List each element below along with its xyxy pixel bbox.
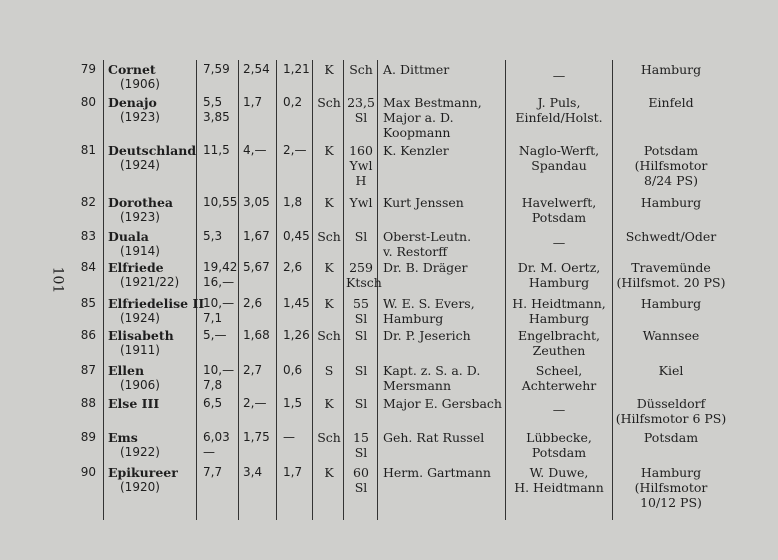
length-value: 7,59 bbox=[203, 62, 230, 76]
home-port: Wannsee bbox=[642, 328, 700, 343]
rig-type: 55 Sl bbox=[353, 296, 369, 326]
vessel-name bbox=[108, 260, 179, 290]
rig-type: Sl bbox=[354, 229, 368, 244]
table-row bbox=[0, 328, 778, 364]
rig-type: Sch bbox=[349, 62, 373, 77]
rig-type: 160 Ywl H bbox=[349, 143, 373, 188]
draft-value: 1,21 bbox=[283, 62, 310, 76]
rig-type: Sl bbox=[354, 396, 368, 411]
owner: Oberst-Leutn. v. Restorff bbox=[383, 229, 472, 259]
vessel-name bbox=[108, 430, 160, 460]
beam-value: 4,— bbox=[243, 143, 267, 157]
hull-material: S bbox=[324, 363, 334, 378]
hull-material: Sch bbox=[317, 328, 341, 343]
draft-value: 1,8 bbox=[283, 195, 303, 209]
vessel-name bbox=[108, 296, 204, 326]
length-value: 10,55 bbox=[203, 195, 238, 209]
vessel-name bbox=[108, 195, 173, 225]
builder: Dr. M. Oertz, Hamburg bbox=[517, 260, 601, 290]
vessel-name-text: Cornet bbox=[108, 62, 156, 77]
builder: Scheel, Achterwehr bbox=[521, 363, 597, 393]
draft-value: 2,6 bbox=[283, 260, 303, 274]
table-row bbox=[0, 260, 778, 296]
vessel-name bbox=[108, 465, 178, 495]
beam-value: 2,7 bbox=[243, 363, 263, 377]
build-year: (1923) bbox=[120, 110, 160, 124]
builder: — bbox=[552, 235, 566, 250]
draft-value: 1,26 bbox=[283, 328, 310, 342]
build-year: (1921/22) bbox=[120, 275, 180, 289]
draft-value: 1,45 bbox=[283, 296, 310, 310]
home-port: Hamburg bbox=[640, 62, 702, 77]
hull-material: Sch bbox=[317, 430, 341, 445]
vessel-name-text: Duala bbox=[108, 229, 149, 244]
vessel-name bbox=[108, 62, 160, 92]
beam-value: 1,75 bbox=[243, 430, 270, 444]
beam-value: 2,— bbox=[243, 396, 267, 410]
owner: Herm. Gartmann bbox=[383, 465, 491, 480]
draft-value: — bbox=[283, 430, 295, 444]
draft-value: 1,5 bbox=[283, 396, 303, 410]
builder: — bbox=[552, 402, 566, 417]
beam-value: 2,54 bbox=[243, 62, 270, 76]
draft-value: 0,45 bbox=[283, 229, 310, 243]
owner: Max Bestmann, Major a. D. Koopmann bbox=[383, 95, 482, 140]
builder: Havelwerft, Potsdam bbox=[521, 195, 597, 225]
vessel-name-text: Epikureer bbox=[108, 465, 178, 480]
length-value: 5,— bbox=[203, 328, 227, 342]
home-port: Düsseldorf (Hilfsmotor 6 PS) bbox=[615, 396, 727, 426]
hull-material: Sch bbox=[317, 95, 341, 110]
row-number: 83 bbox=[80, 229, 96, 243]
vessel-name-text: Deutschland bbox=[108, 143, 197, 158]
hull-material: K bbox=[324, 260, 334, 275]
rig-type: Sl bbox=[354, 363, 368, 378]
home-port: Travemünde (Hilfsmot. 20 PS) bbox=[616, 260, 726, 290]
length-value: 6,5 bbox=[203, 396, 223, 410]
table-row bbox=[0, 396, 778, 432]
hull-material: Sch bbox=[317, 229, 341, 244]
length-value: 7,7 bbox=[203, 465, 223, 479]
vessel-name-text: Denajo bbox=[108, 95, 157, 110]
row-number: 81 bbox=[80, 143, 96, 157]
hull-material: K bbox=[324, 465, 334, 480]
vessel-name-text: Ellen bbox=[108, 363, 145, 378]
build-year: (1920) bbox=[120, 480, 160, 494]
owner: Kurt Jenssen bbox=[383, 195, 464, 210]
builder: Lübbecke, Potsdam bbox=[526, 430, 592, 460]
owner: A. Dittmer bbox=[383, 62, 450, 77]
build-year: (1923) bbox=[120, 210, 160, 224]
build-year: (1924) bbox=[120, 311, 160, 325]
hull-material: K bbox=[324, 62, 334, 77]
build-year: (1914) bbox=[120, 244, 160, 258]
owner: Dr. P. Jeserich bbox=[383, 328, 471, 343]
build-year: (1906) bbox=[120, 378, 160, 392]
hull-material: K bbox=[324, 195, 334, 210]
table-row bbox=[0, 430, 778, 466]
home-port: Hamburg (Hilfsmotor 10/12 PS) bbox=[634, 465, 708, 510]
row-number: 88 bbox=[80, 396, 96, 410]
vessel-name bbox=[108, 328, 174, 358]
vessel-name bbox=[108, 229, 160, 259]
row-number: 89 bbox=[80, 430, 96, 444]
owner: Major E. Gersbach bbox=[383, 396, 502, 411]
vessel-name-text: Dorothea bbox=[108, 195, 174, 210]
draft-value: 1,7 bbox=[283, 465, 303, 479]
builder: H. Heidtmann, Hamburg bbox=[512, 296, 606, 326]
hull-material: K bbox=[324, 143, 334, 158]
hull-material: K bbox=[324, 296, 334, 311]
beam-value: 2,6 bbox=[243, 296, 263, 310]
row-number: 80 bbox=[80, 95, 96, 109]
vessel-name-text: Elfriedelise II bbox=[108, 296, 205, 311]
table-row bbox=[0, 143, 778, 188]
vessel-name bbox=[108, 396, 159, 411]
builder: W. Duwe, H. Heidtmann bbox=[514, 465, 604, 495]
rig-type: 60 Sl bbox=[353, 465, 369, 495]
home-port: Einfeld bbox=[648, 95, 694, 110]
table-row bbox=[0, 465, 778, 510]
vessel-name-text: Ems bbox=[108, 430, 138, 445]
beam-value: 3,05 bbox=[243, 195, 270, 209]
vessel-name bbox=[108, 95, 160, 125]
hull-material: K bbox=[324, 396, 334, 411]
home-port: Kiel bbox=[658, 363, 684, 378]
vessel-name bbox=[108, 363, 160, 393]
row-number: 86 bbox=[80, 328, 96, 342]
owner: K. Kenzler bbox=[383, 143, 449, 158]
rig-type: 15 Sl bbox=[353, 430, 369, 460]
table-row bbox=[0, 62, 778, 98]
rig-type: 23,5 Sl bbox=[347, 95, 375, 125]
builder: Naglo-Werft, Spandau bbox=[518, 143, 600, 173]
table-row bbox=[0, 195, 778, 231]
row-number: 87 bbox=[80, 363, 96, 377]
home-port: Potsdam bbox=[643, 430, 699, 445]
home-port: Schwedt/Oder bbox=[625, 229, 717, 244]
beam-value: 5,67 bbox=[243, 260, 270, 274]
rig-type: Ywl bbox=[349, 195, 373, 210]
vessel-name-text: Elisabeth bbox=[108, 328, 174, 343]
rig-type: 259 Ktsch bbox=[346, 260, 382, 290]
beam-value: 1,7 bbox=[243, 95, 263, 109]
table-row bbox=[0, 296, 778, 332]
owner: Dr. B. Dräger bbox=[383, 260, 468, 275]
home-port: Hamburg bbox=[640, 296, 702, 311]
row-number: 90 bbox=[80, 465, 96, 479]
row-number: 79 bbox=[80, 62, 96, 76]
length-value: 10,— 7,1 bbox=[203, 296, 235, 325]
length-value: 11,5 bbox=[203, 143, 230, 157]
vessel-name bbox=[108, 143, 196, 173]
builder: — bbox=[552, 68, 566, 83]
row-number: 85 bbox=[80, 296, 96, 310]
table-row bbox=[0, 95, 778, 140]
beam-value: 3,4 bbox=[243, 465, 263, 479]
build-year: (1906) bbox=[120, 77, 160, 91]
draft-value: 2,— bbox=[283, 143, 307, 157]
draft-value: 0,2 bbox=[283, 95, 303, 109]
length-value: 5,5 3,85 bbox=[203, 95, 230, 124]
builder: Engelbracht, Zeuthen bbox=[517, 328, 601, 358]
build-year: (1924) bbox=[120, 158, 160, 172]
builder: J. Puls, Einfeld/Holst. bbox=[515, 95, 603, 125]
owner: W. E. S. Evers, Hamburg bbox=[383, 296, 475, 326]
beam-value: 1,67 bbox=[243, 229, 270, 243]
vessel-name-text: Elfriede bbox=[108, 260, 164, 275]
page-number: 101 bbox=[49, 266, 66, 294]
owner: Geh. Rat Russel bbox=[383, 430, 485, 445]
build-year: (1911) bbox=[120, 343, 160, 357]
home-port: Hamburg bbox=[640, 195, 702, 210]
length-value: 5,3 bbox=[203, 229, 223, 243]
draft-value: 0,6 bbox=[283, 363, 303, 377]
row-number: 84 bbox=[80, 260, 96, 274]
home-port: Potsdam (Hilfsmotor 8/24 PS) bbox=[634, 143, 708, 188]
length-value: 6,03 — bbox=[203, 430, 230, 459]
length-value: 19,42 16,— bbox=[203, 260, 238, 289]
build-year: (1922) bbox=[120, 445, 160, 459]
row-number: 82 bbox=[80, 195, 96, 209]
beam-value: 1,68 bbox=[243, 328, 270, 342]
rig-type: Sl bbox=[354, 328, 368, 343]
table-row bbox=[0, 363, 778, 399]
length-value: 10,— 7,8 bbox=[203, 363, 235, 392]
vessel-name-text: Else III bbox=[108, 396, 160, 411]
owner: Kapt. z. S. a. D. Mersmann bbox=[383, 363, 481, 393]
